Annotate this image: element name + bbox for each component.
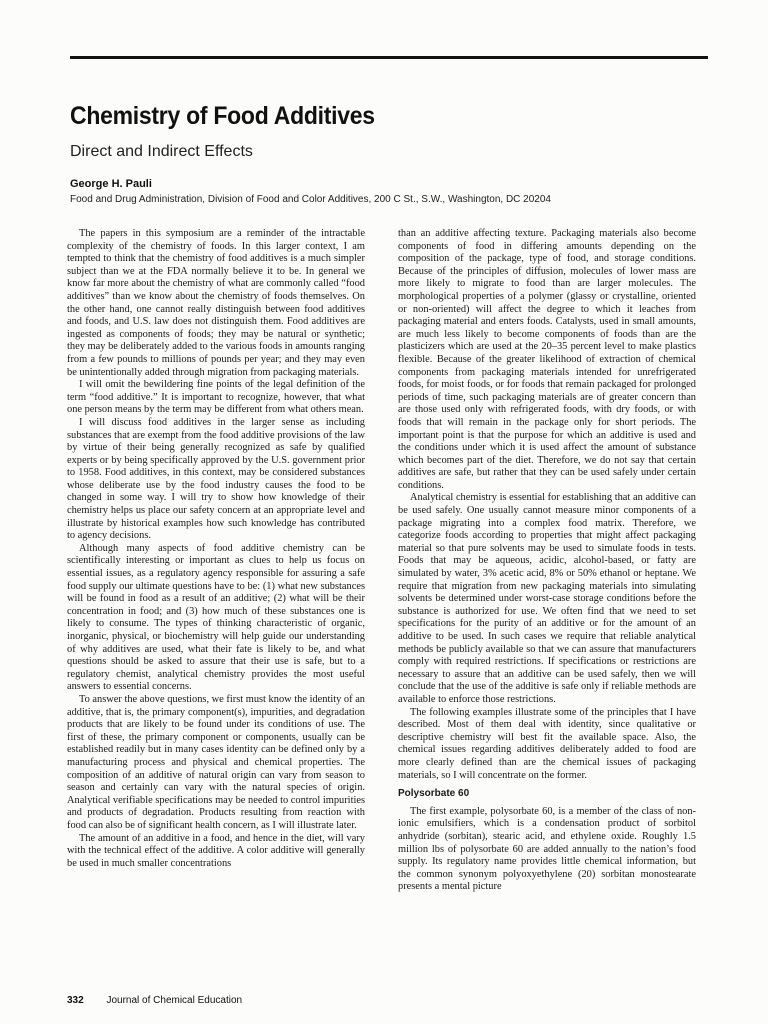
body-paragraph: than an additive affecting texture. Packaging materials also become components of food in differing amounts depending on the composition of the package, type of food, and storage conditions. Because of the principles of diffusion, molecules of lower mass are more likely to migrate to food than are larger molecules. The morphological properties of a polymer (glassy or crystalline, oriented or non-oriented) will affect the degree to which it leaches from packaging material and enters foods. Catalysts, used in small amounts, are much less likely to become components of foods than are the plasticizers which are used at the 20–35 percent level to make plastics flexible. Because of the greater likelihood of extraction of chemical components from packaging materials intended for unrefrigerated foods, for moist foods, or for foods that remain packaged for prolonged periods of time, such packaging materials are of greater concern than are those used only with refrigerated foods, with dry foods, or with foods that will remain in the package only for short periods. The important point is that the purpose for which an additive is used and the conditions under which it is used affect the amount of substance which becomes part of the diet. Therefore, we do not say that certain additives are safe, but rather that they can be used safely under certain conditions.	[398, 228, 696, 491]
top-rule	[70, 56, 708, 59]
body-paragraph: The following examples illustrate some of the principles that I have described. Most of them deal with identity, since qualitative or descriptive chemistry will best fit the available space. Also, the chemical issues regarding additives deliberately added to food are more clearly defined than are the chemical issues of packaging materials, so I will concentrate on the former.	[398, 706, 696, 781]
body-paragraph: I will discuss food additives in the larger sense as including substances that are exempt from the food additive provisions of the law by virtue of their being generally recognized as safe by qualified experts or by being specifically approved by the U.S. government prior to 1958. Food additives, in this context, may be considered substances whose deliberate use by the food industry causes the food to be changed in some way. I will try to show how knowledge of their chemistry helps us place our safety concern at an appropriate level and illustrate by historical examples how such knowledge has contributed to agency decisions.	[67, 416, 365, 542]
right-column	[398, 228, 696, 894]
body-paragraph: The first example, polysorbate 60, is a member of the class of non-ionic emulsifiers, which is a condensation product of sorbitol anhydride (sorbitan), stearic acid, and ethylene oxide. Roughly 1.5 million lbs of polysorbate 60 are added annually to the nation’s food supply. Its regulatory name provides little chemical information, but the common synonym polyoxyethylene (20) sorbitan monostearate presents a mental picture	[398, 805, 696, 893]
body-paragraph: Although many aspects of food additive chemistry can be scientifically interesting or important as clues to help us focus on essential issues, as a regulatory agency responsible for assuring a safe food supply our ultimate questions have to be: (1) what new substances will be found in food as a result of an additive; (2) what will be their concentration in food; and (3) how much of these substances one is likely to consume. The types of thinking characteristic of organic, inorganic, physical, or biochemistry will help guide our understanding of why additives are used, what their fate is likely to be, and what questions should be asked to assure that their use is safe, but to a regulatory chemist, analytical chemistry provides the most useful answers to essential concerns.	[67, 542, 365, 693]
author-affiliation: Food and Drug Administration, Division of Food and Color Additives, 200 C St., S.W., Washington, DC 20204	[70, 194, 551, 205]
journal-name: Journal of Chemical Education	[106, 995, 243, 1006]
section-heading: Polysorbate 60	[398, 788, 470, 800]
body-paragraph: Analytical chemistry is essential for establishing that an additive can be used safely. One usually cannot measure minor components of a package migrating into a complex food matrix. Therefore, we categorize foods according to properties that might affect packaging material so that pure solvents may be used to simulate foods in tests. Foods that may be aqueous, acidic, alcohol-based, or fatty are simulated by water, 3% acetic acid, 8% or 50% ethanol or heptane. We require that migration from new packaging materials into simulating solvents be determined under worst-case storage conditions before the substance is authorized for use. We often find that we need to set specifications for the purity of an additive or for the amount of an additive to be used. In such cases we require that reliable analytical methods be publicly available so that we can assure that manufacturers comply with required restrictions. If specifications or restrictions are necessary to assure that an additive can be used safely, then we will conclude that the use of the additive is safe only if reliable methods are available to enforce those restrictions.	[398, 492, 696, 705]
body-paragraph: The amount of an additive in a food, and hence in the diet, will vary with the technical effect of the additive. A color additive will generally be used in much smaller concentrations	[67, 832, 365, 869]
body-paragraph: To answer the above questions, we first must know the identity of an additive, that is, the primary component(s), impurities, and degradation products that are likely to be found under its conditions of use. The first of these, the primary component or components, usually can be established readily but in many cases identity can be defined only by a manufacturing process and physical and chemical properties. The composition of an additive of natural origin can vary from season to season and certainly can vary with the natural species of origin. Analytical verifiable specifications may be needed to control impurities and products of degradation. Products resulting from reaction with food can also be of significant health concern, as I will illustrate later.	[67, 693, 365, 831]
body-paragraph: The papers in this symposium are a reminder of the intractable complexity of the chemistry of foods. In this larger context, I am tempted to think that the chemistry of food additives is a much simpler subject than we at the FDA normally believe it to be. In general we know far more about the chemistry of what are commonly called “food additives” than we know about the chemistry of foods themselves. On the other hand, one cannot really distinguish between food additives and foods, and U.S. law does not distinguish them. Food additives are ingested as components of foods; they may be natural or synthetic; they may be deliberately added to the various foods in amounts ranging from a few pounds to millions of pounds per year; and they may even be unintentionally added through migration from packaging materials.	[67, 228, 365, 378]
body-paragraph: I will omit the bewildering fine points of the legal definition of the term “food additive.” It is important to recognize, however, that what one person means by the term may be different from what others mean.	[67, 379, 365, 416]
article-title: Chemistry of Food Additives	[70, 102, 375, 130]
article-subtitle: Direct and Indirect Effects	[70, 143, 253, 160]
page-footer	[67, 995, 242, 1006]
left-column	[67, 228, 365, 870]
author-name: George H. Pauli	[70, 178, 152, 190]
page-number: 332	[67, 995, 84, 1006]
